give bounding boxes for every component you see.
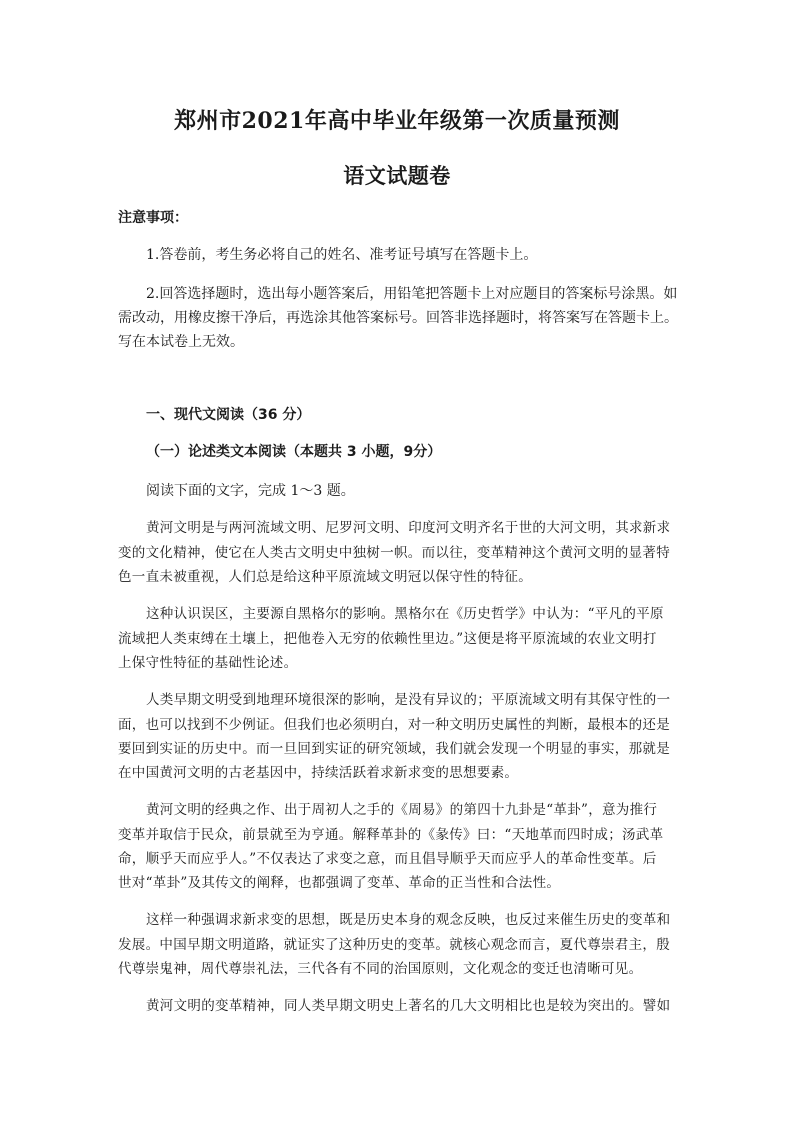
passage-line: 面，也可以找到不少例证。但我们也必须明白，对一种文明历史属性的判断，最根本的还是 bbox=[118, 717, 670, 733]
passage-line: 流域把人类束缚在土壤上，把他卷入无穷的依赖性里边。”这便是将平原流域的农业文明打 bbox=[118, 631, 657, 647]
passage-line: 变的文化精神，使它在人类古文明史中独树一帜。而以往，变革精神这个黄河文明的显著特 bbox=[118, 545, 670, 561]
passage-line: 这样一种强调求新求变的思想，既是历史本身的观念反映，也反过来催生历史的变革和 bbox=[146, 912, 671, 928]
passage-line: 人类早期文明受到地理环境很深的影响，是没有异议的；平原流域文明有其保守性的一 bbox=[146, 692, 671, 708]
passage-line: 这种认识误区，主要源自黑格尔的影响。黑格尔在《历史哲学》中认为：“平凡的平原 bbox=[146, 606, 664, 622]
passage-line: 要回到实证的历史中。而一旦回到实证的研究领域，我们就会发现一个明显的事实，那就是 bbox=[118, 741, 670, 757]
notice-heading: 注意事项： bbox=[118, 210, 188, 226]
passage-line: 色一直未被重视，人们总是给这种平原流域文明冠以保守性的特征。 bbox=[118, 569, 532, 585]
passage-line: 命，顺乎天而应乎人。”不仅表达了求变之意，而且倡导顺乎天而应乎人的革命性变革。后 bbox=[118, 851, 657, 867]
passage-line: 代尊崇鬼神，周代尊崇礼法，三代各有不同的治国原则，文化观念的变迁也清晰可见。 bbox=[118, 961, 643, 977]
passage-line: 发展。中国早期文明道路，就证实了这种历史的变革。就核心观念而言，夏代尊崇君主，殷 bbox=[118, 937, 670, 953]
notice-item: 2.回答选择题时，选出每小题答案后，用铅笔把答题卡上对应题目的答案标号涂黑。如 bbox=[146, 286, 678, 302]
notice-item: 1.答卷前，考生务必将自己的姓名、准考证号填写在答题卡上。 bbox=[146, 247, 538, 263]
notice-item: 需改动，用橡皮擦干净后，再选涂其他答案标号。回答非选择题时，将答案写在答题卡上。 bbox=[118, 310, 678, 326]
reading-instruction: 阅读下面的文字，完成 1～3 题。 bbox=[146, 483, 355, 499]
section-heading: 一、现代文阅读（36 分） bbox=[146, 407, 311, 423]
exam-title: 郑州市2021年高中毕业年级第一次质量预测 bbox=[174, 108, 620, 134]
passage-line: 变革并取信于民众，前景就至为亨通。解释革卦的《彖传》曰：“天地革而四时成；汤武革 bbox=[118, 827, 664, 843]
passage-line: 黄河文明的经典之作、出于周初人之手的《周易》的第四十九卦是“革卦”，意为推行 bbox=[146, 802, 658, 818]
passage-line: 黄河文明的变革精神，同人类早期文明史上著名的几大文明相比也是较为突出的。譬如 bbox=[146, 998, 671, 1014]
notice-item: 写在本试卷上无效。 bbox=[118, 334, 244, 350]
passage-line: 黄河文明是与两河流域文明、尼罗河文明、印度河文明齐名于世的大河文明，其求新求 bbox=[146, 520, 671, 536]
exam-subtitle: 语文试题卷 bbox=[343, 163, 451, 188]
passage-line: 在中国黄河文明的古老基因中，持续活跃着求新求变的思想要素。 bbox=[118, 765, 519, 781]
sub-section-heading: （一）论述类文本阅读（本题共 3 小题，9分） bbox=[146, 444, 442, 460]
passage-line: 上保守性特征的基础性论述。 bbox=[118, 655, 298, 671]
passage-line: 世对“革卦”及其传文的阐释，也都强调了变革、革命的正当性和合法性。 bbox=[118, 875, 561, 891]
